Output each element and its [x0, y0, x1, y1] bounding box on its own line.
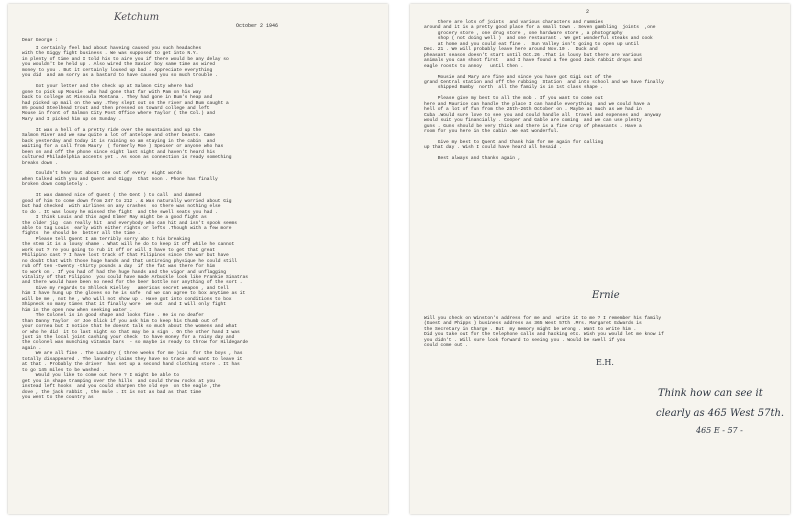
text-line: work out ? re you going to rub it off or will I have to get that great — [22, 247, 215, 253]
text-line: vitality of that Filipino you could have made Arbuckle look like Frankie Sinatras — [22, 275, 249, 281]
text-line: breaks down . — [22, 160, 58, 166]
text-line: could come out . — [424, 343, 469, 349]
letter-date: October 2 1946 — [236, 23, 279, 29]
text-line: We are all fine . The Laundry ( three weeks for me )six for the boys , has — [22, 351, 243, 357]
letter-body-left — [22, 46, 248, 400]
text-line: there are lots of joints and various characters and rummies — [424, 20, 604, 25]
text-line: grocery store , one drug store , one hardware store , a photography — [424, 30, 623, 36]
text-line: the stem it is a lousy shame . What will he do to keep it off while he cannot — [22, 242, 235, 248]
text-line: at that . Probably the driver has set up a second hand clothing store . It has — [22, 362, 240, 368]
text-line: room for you here in the cabin .We eat wonderful. — [424, 129, 560, 135]
handwritten-note-line-2: clearly as 465 West 57th. — [656, 408, 785, 419]
letter-page-left — [8, 4, 388, 514]
text-line: (Guest and Phipps ) business address as 365 West 57th .Mrs. Margaret Edwards is — [424, 321, 642, 327]
text-line: to work on . If you had of had the huge hands and the vigor and unflagging — [22, 269, 226, 275]
text-line: I think Louis and this aged Elmer Ray might be a good fight as — [22, 215, 207, 221]
text-line: get you in shape tramping over the hills and could throw rocks at you — [22, 378, 215, 384]
text-line: at home and you could eat fine . Sun Valley isn't going to open up until — [424, 41, 640, 47]
text-line: It was a hell of a pretty ride over the mountains and up the — [22, 127, 202, 133]
text-line: able to tag Louis early with either rights or lefts .Though with a few more — [22, 225, 232, 231]
salutation: Dear George : — [22, 38, 58, 43]
text-line: hell of a lot of fun from the 25th-26th October on . Maybe as much as we had in — [424, 107, 642, 113]
text-line: Cuba .Would sure love to see you and could handle all travel and expenses and anyway — [424, 112, 662, 118]
text-line: fights he should be better all the time . — [22, 231, 141, 237]
text-line: with the Giggy fight business . We was supposed to get into N.Y. — [22, 51, 199, 57]
text-line: Best always and thanks again , — [424, 156, 521, 162]
text-line: had picked up mail on the way .They slept out on the river and Bum caught a — [22, 100, 229, 106]
letter-body-right — [424, 20, 664, 162]
text-line: him in the open now when seeking water . — [22, 307, 133, 313]
text-line: The Colonel is in good shape and looks fine . He is no deafer — [22, 313, 204, 319]
text-line: Give my regards to Shlleck Kielley americas secret weapon , and tell — [22, 285, 229, 291]
text-line: I certainly feel bad about haveing caused you such headaches — [22, 46, 202, 51]
page-number: 2 — [586, 9, 590, 15]
text-line: you went to the country as — [22, 395, 94, 400]
text-line: instead left hooks and you could sharpen the old eye on the eagle ,the — [22, 384, 221, 390]
text-line: It was damned nice of Quent ( the Gent ) to call and damned — [22, 193, 202, 199]
text-line: Give my best to Quent and thank him for me again for calling — [424, 139, 604, 145]
text-line: but had checked with airlines on any crashes so there was nothing else — [22, 204, 221, 210]
handwritten-note-line-3: 465 E - 57 - — [696, 426, 743, 435]
text-line: gone to pick up Mousie who had gone that far with Pam on his way — [22, 89, 202, 95]
text-line: Mouse in front of Salmon City Post Office where Taylor ( the Col.) and — [22, 111, 215, 117]
text-line: animals you can shoot first and I have found a fee good Jack rabbit drops and — [424, 58, 642, 64]
text-line: Did you take out for the telephone calls and hacking etc. Wish you would let me know if — [424, 332, 664, 338]
text-line: 8½ pound Steelhead trout and then pressed on toward college and left — [22, 105, 210, 111]
text-line: Shipneck so many times that it finally wore we out and I will only fight — [22, 302, 226, 308]
text-line: Please tell Quent I am terribly sorry abo t his breaking — [22, 236, 191, 242]
text-line: dove , the jack rabbit , the mule . It is not as bad as that time — [22, 389, 202, 395]
text-line: around and it is a pretty good place for a small town . Seven gambling joints ,one — [424, 25, 656, 31]
text-line: him I have hung up the gloves so he is safe nd we can agree to box anytime as it — [22, 291, 246, 297]
text-line: Couldn't hear but about one out of every eight words — [22, 171, 182, 177]
text-line: pheasant season doesn't start until Oct.26 .That is lousy but there are various — [424, 52, 642, 58]
text-line: than Danny Taylor or Joe Glick if you ask him to keep his thumb out of — [22, 318, 218, 324]
text-line: shop ( not doing well ) and one restaurant . We get wonderful steaks and cook — [424, 36, 653, 42]
text-line: rub off ten -twenty -thirty pounds a day if the fat was there for him — [22, 264, 215, 270]
text-line: the older jig can really hit and everybody who can hit and isn't spook seems — [22, 220, 238, 226]
text-line: or who he did it to last night so that may be a sign . On the other hand I was — [22, 329, 240, 335]
text-line: eagle roosts to annoy until then . — [424, 63, 524, 69]
postscript — [424, 316, 664, 349]
text-line: Salmon River and we saw quite a lot of antelope and other beasts. Came — [22, 133, 215, 139]
text-line: Mousie and Mary are fine and since you have got Gigi out of the — [424, 74, 612, 80]
text-line: you didn't . Will sure look forward to seeing you . Would be swell if you — [424, 337, 626, 343]
initials: E.H. — [596, 358, 614, 367]
letter-page-right — [410, 4, 790, 514]
text-line: would suit you financially . Cooper and Gable are coming and we can use plenty — [424, 118, 642, 124]
text-line: been on and off the phone since eight last night and haven't heard his — [22, 149, 215, 155]
text-line: Got your letter and the check up at Salmon City where had — [22, 84, 193, 90]
text-line: broken down completely . — [22, 182, 89, 188]
handwritten-note-line-1: Think how can see it — [658, 388, 763, 399]
text-line: guns . Guns should be very thick and there is a fine crop of pheasants . Have a — [424, 123, 642, 129]
text-line: totally disappeared . The laundry claims they have no trace and want to leave it — [22, 356, 243, 362]
text-line: and there would have been no need for the beer bottle nor anything of the sort . — [22, 280, 243, 286]
text-line: the Secretary in Charge . But my memory might be wrong . Want to write him . — [424, 326, 637, 332]
text-line: to go 145 miles to be washed . — [22, 367, 105, 373]
text-line: Dec. 21 . We will probably leave here around Nov.10 . Duck and — [424, 47, 598, 53]
handwritten-ketchum-note: Ketchum — [114, 12, 160, 23]
text-line: you wouldn't be held up . Also wired the Savior boy same time as wired — [22, 62, 215, 68]
text-line: Will you check on Winston's address for me and write it to me ? I remember his family — [424, 316, 662, 321]
text-line: here and Maurice can handle the place I can handle everything and we could have a — [424, 101, 651, 107]
text-line: Would you like to come out here ? I might be able to — [22, 373, 180, 379]
text-line: no doubt that with those huge hands and that untireing physique he could still — [22, 258, 238, 264]
text-line: Philipino cast ? I have lost track of that Filipinos since the war but have — [22, 253, 229, 259]
text-line: waiting for a call from Maury ( formerly Moe ) Speiser or anyone who has — [22, 144, 224, 150]
text-line: when talked with you and Quent and Giggy that noon . Phone has finally — [22, 176, 218, 182]
text-line: money to you . But it certainly loused up bad . Appreciate everything — [22, 67, 213, 73]
text-line: in plenty of time and I told his to aire you if there would be any delay so — [22, 56, 229, 62]
text-line: good of him to come down from 247 to 212 . & Was naturally worried about Gig — [22, 198, 232, 204]
text-line: will be me , not he , who will not show up . Have got into conditions to box — [22, 296, 232, 302]
text-line: cultured Philadelphia accents yet . As soon as connection is ready something — [22, 155, 232, 161]
signature: Ernie — [592, 290, 620, 301]
text-line: back yesterday and today it is raining so am staying in the cabin and — [22, 138, 215, 144]
text-line: your cornea but I notice that he doesnt talk so much about the womens and what — [22, 324, 238, 330]
text-line: grand Central station and off the rubbing Station and into school and we have finally — [424, 79, 664, 85]
text-line: you did and am sorry as a bastard to have caused you so much trouble . — [22, 73, 218, 79]
text-line: to do . It was lousy he missed the fight and the swell seats you had . — [22, 209, 218, 215]
text-line: just in the local joint cashing your check to have money for a rainy day and — [22, 335, 235, 341]
text-line: again . — [22, 345, 42, 351]
text-line: Please give my best to all the mob . If you want to come out — [424, 96, 604, 102]
text-line: the colonel was munching vitamin bars - so maybe is ready to throw for Hildegarde — [22, 340, 249, 346]
text-line: up that day . Wish I could have heard all hesaid . — [424, 145, 562, 151]
text-line: shipped Bumby north all the family is in 1st class shape . — [424, 85, 604, 91]
text-line: back to college at Missoula Montana . They had gone in Bum's heap and — [22, 95, 213, 101]
text-line: Mary and I picked him up on Sunday . — [22, 116, 122, 122]
